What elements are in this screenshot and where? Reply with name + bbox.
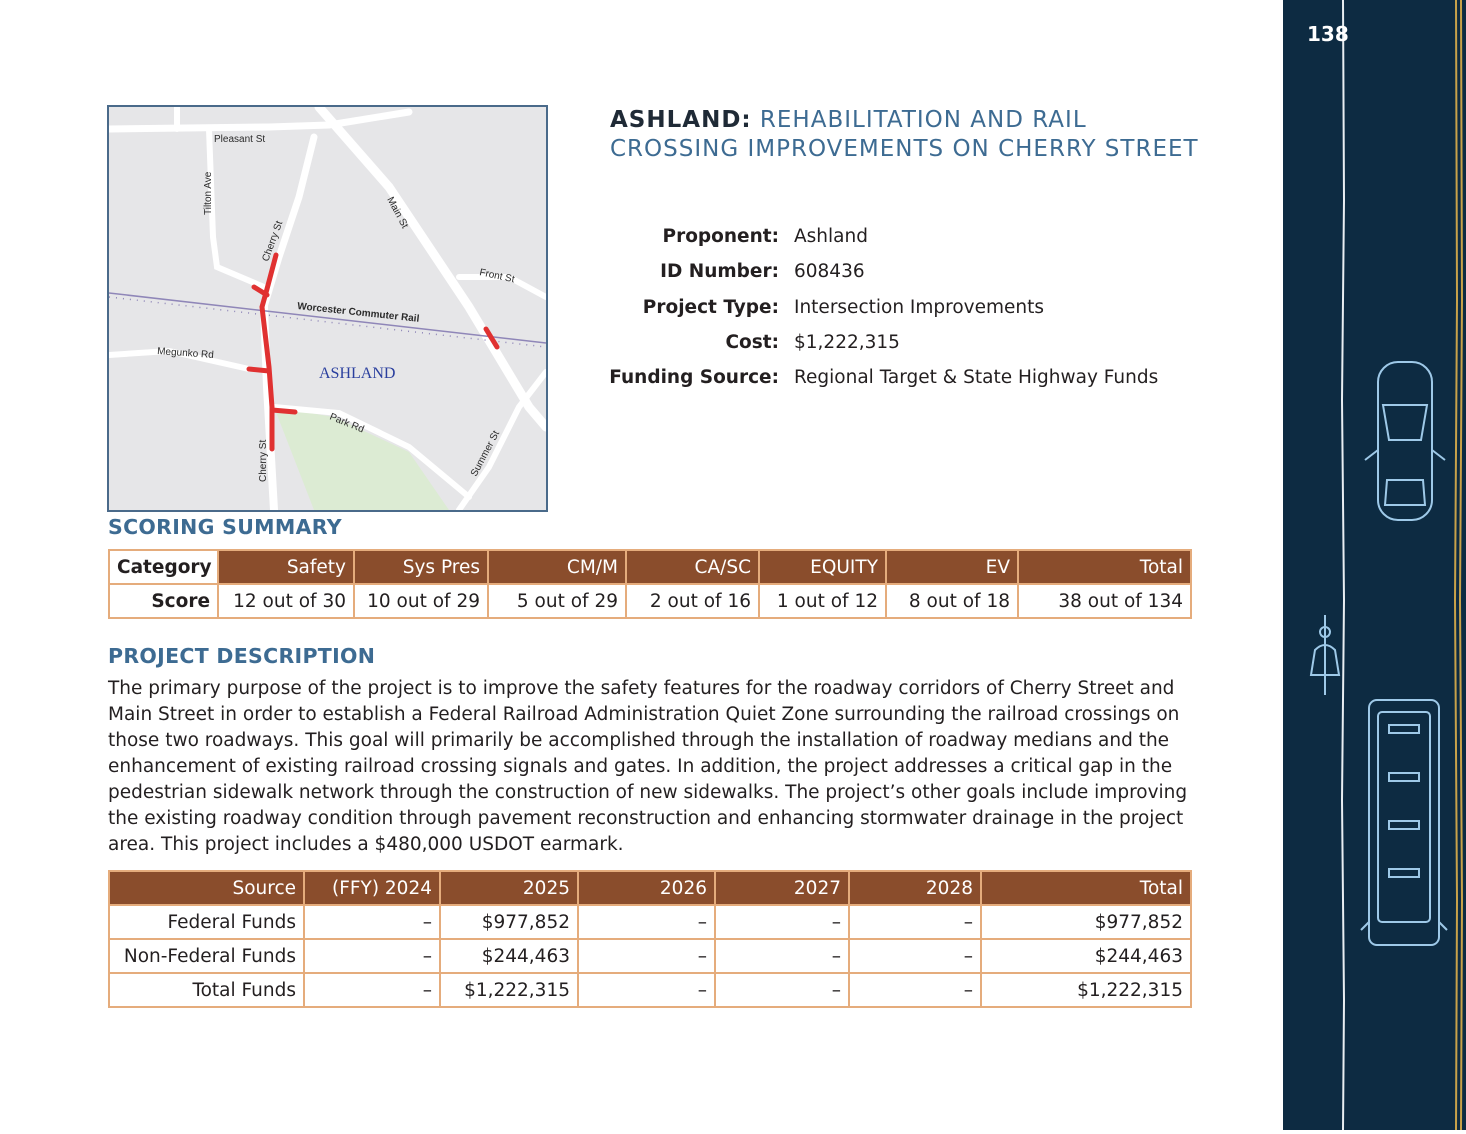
funding-cell: $244,463	[440, 939, 578, 973]
funding-cell: –	[849, 973, 981, 1007]
road-summer-st	[459, 372, 546, 510]
car-icon	[1365, 362, 1445, 520]
funding-row-non-federal	[109, 939, 1191, 973]
funding-cell: –	[578, 973, 715, 1007]
map-graphic	[109, 107, 546, 510]
project-town: ASHLAND:	[610, 107, 752, 133]
detail-label: Project Type:	[642, 297, 779, 318]
funding-cell: –	[578, 905, 715, 939]
scoring-score-row	[109, 584, 1191, 618]
road-tilton-ave	[209, 129, 264, 287]
score-header: Category	[109, 550, 218, 584]
lane-line-yellow-1	[1455, 0, 1457, 1130]
detail-value: Ashland	[794, 226, 868, 247]
funding-cell: –	[715, 973, 849, 1007]
lane-line-yellow-2	[1460, 0, 1462, 1130]
score-header: Total	[1018, 550, 1191, 584]
funding-row-federal	[109, 905, 1191, 939]
score-cell: 8 out of 18	[886, 584, 1018, 618]
funding-header: 2028	[849, 871, 981, 905]
label-cherry-st-north: Cherry St	[260, 219, 286, 264]
funding-header: 2026	[578, 871, 715, 905]
funding-header: 2025	[440, 871, 578, 905]
score-header: CM/M	[488, 550, 626, 584]
funding-header: Source	[109, 871, 304, 905]
bicycle-icon	[1311, 615, 1339, 695]
detail-label: Cost:	[725, 332, 779, 353]
funding-cell: Total Funds	[109, 973, 304, 1007]
project-title	[610, 106, 1200, 164]
funding-cell: –	[715, 905, 849, 939]
funding-cell: $977,852	[440, 905, 578, 939]
project-title-text: REHABILITATION AND RAIL CROSSING IMPROVEMENTS ON CHERRY STREET	[610, 107, 1199, 162]
funding-cell: –	[304, 905, 440, 939]
label-pleasant-st: Pleasant St	[214, 134, 266, 145]
funding-cell: –	[849, 905, 981, 939]
label-park-rd: Park Rd	[327, 411, 366, 436]
scoring-summary-heading: SCORING SUMMARY	[108, 515, 342, 539]
scoring-header-row	[109, 550, 1191, 584]
detail-value: $1,222,315	[794, 332, 900, 353]
label-megunko-rd: Megunko Rd	[156, 346, 215, 361]
detail-label: Funding Source:	[609, 367, 779, 388]
score-header: Sys Pres	[354, 550, 488, 584]
project-description-heading: PROJECT DESCRIPTION	[108, 644, 376, 668]
score-cell: 10 out of 29	[354, 584, 488, 618]
detail-label: ID Number:	[660, 261, 779, 282]
funding-header: 2027	[715, 871, 849, 905]
score-header: CA/SC	[626, 550, 759, 584]
score-cell: 5 out of 29	[488, 584, 626, 618]
label-cherry-st-south: Cherry St	[258, 439, 269, 482]
detail-value: Regional Target & State Highway Funds	[794, 367, 1159, 388]
label-summer-st: Summer St	[468, 429, 503, 479]
score-header: EQUITY	[759, 550, 886, 584]
funding-cell: Non-Federal Funds	[109, 939, 304, 973]
funding-cell: $1,222,315	[440, 973, 578, 1007]
funding-cell: –	[304, 939, 440, 973]
scoring-table	[108, 549, 1192, 619]
page-number: 138	[1307, 22, 1349, 46]
score-cell: 2 out of 16	[626, 584, 759, 618]
funding-header-row	[109, 871, 1191, 905]
decorative-road-sidebar	[1283, 0, 1466, 1130]
label-ashland: ASHLAND	[319, 365, 396, 382]
label-front-st: Front St	[478, 267, 516, 286]
score-header: EV	[886, 550, 1018, 584]
score-cell: 12 out of 30	[218, 584, 354, 618]
funding-cell: $1,222,315	[981, 973, 1191, 1007]
score-cell: 38 out of 134	[1018, 584, 1191, 618]
funding-cell: –	[578, 939, 715, 973]
detail-label: Proponent:	[662, 226, 779, 247]
funding-cell: Federal Funds	[109, 905, 304, 939]
label-tilton-ave: Tilton Ave	[203, 171, 214, 215]
funding-row-total	[109, 973, 1191, 1007]
label-main-st: Main St	[384, 195, 410, 231]
van-icon	[1361, 700, 1447, 945]
project-location-map	[107, 105, 548, 512]
detail-value: Intersection Improvements	[794, 297, 1045, 318]
score-cell: Score	[109, 584, 218, 618]
lane-line-white	[1342, 0, 1344, 1130]
funding-cell: $244,463	[981, 939, 1191, 973]
funding-header: (FFY) 2024	[304, 871, 440, 905]
funding-cell: –	[849, 939, 981, 973]
funding-cell: –	[304, 973, 440, 1007]
road-pleasant-st	[109, 112, 409, 129]
funding-cell: –	[715, 939, 849, 973]
funding-header: Total	[981, 871, 1191, 905]
funding-cell: $977,852	[981, 905, 1191, 939]
road-illustration	[1283, 0, 1466, 1130]
project-description-text: The primary purpose of the project is to improve the safety features for the roadway corridors of Cherry Street and Main Street in order to establish a Federal Railroad Administration Quiet Zone surrounding the railroad crossings on those two roadways. This goal will primarily be accomplished through the installation of roadway medians and the enhancement of existing railroad crossing signals and gates. In addition, the project addresses a critical gap in the pedestrian sidewalk network through the construction of new sidewalks. The project’s other goals include improving the existing roadway condition through pavement reconstruction and enhancing stormwater drainage in the project area. This project includes a $480,000 USDOT earmark.	[108, 678, 1188, 855]
label-worcester-commuter-rail: Worcester Commuter Rail	[296, 301, 420, 325]
score-cell: 1 out of 12	[759, 584, 886, 618]
score-header: Safety	[218, 550, 354, 584]
detail-value: 608436	[794, 261, 865, 282]
funding-table	[108, 870, 1192, 1008]
